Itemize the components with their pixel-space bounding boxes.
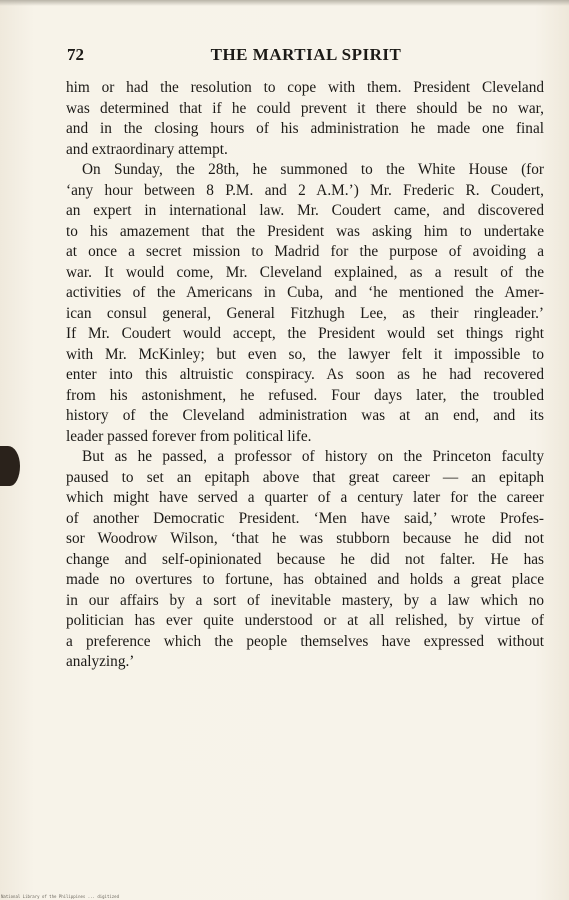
text-line: enter into this altruistic conspiracy. As soon as he had recovered	[66, 366, 544, 383]
text-line: him or had the resolution to cope with them. President Cleveland	[66, 79, 544, 96]
paragraph-start-line: But as he passed, a professor of history on the Princeton faculty	[82, 448, 544, 465]
paragraph-start-line: On Sunday, the 28th, he summoned to the White House (for	[82, 161, 544, 178]
text-line: history of the Cleveland administration was at an end, and its	[66, 407, 544, 424]
text-line: and in the closing hours of his administration he made one final	[66, 120, 544, 137]
text-line: in our affairs by a sort of inevitable mastery, by a law which no	[66, 591, 544, 609]
text-line: of another Democratic President. ‘Men have said,’ wrote Profes-	[66, 509, 544, 527]
text-line: ican consul general, General Fitzhugh Lee, as their ringleader.’	[66, 304, 544, 322]
text-line: analyzing.’	[66, 653, 135, 670]
margin-ink-blot	[0, 446, 20, 486]
text-line: change and self-opinionated because he did not falter. He has	[66, 550, 544, 568]
text-line: activities of the Americans in Cuba, and ‘he mentioned the Amer-	[66, 284, 544, 301]
text-line: paused to set an epitaph above that great career — an epitaph	[66, 468, 544, 486]
text-line: from his astonishment, he refused. Four days later, the troubled	[66, 386, 544, 404]
text-line: and extraordinary attempt.	[66, 140, 228, 158]
text-line: sor Woodrow Wilson, ‘that he was stubborn because he did not	[66, 530, 544, 547]
body-text	[66, 78, 544, 673]
text-line: at once a secret mission to Madrid for the purpose of avoiding a	[66, 243, 544, 260]
running-head: THE MARTIAL SPIRIT	[210, 45, 402, 64]
page-edge-shadow	[0, 0, 569, 6]
text-line: an expert in international law. Mr. Coudert came, and discovered	[66, 202, 544, 219]
text-line: a preference which the people themselves have expressed without	[66, 632, 544, 650]
text-line: with Mr. McKinley; but even so, the lawyer felt it impossible to	[66, 345, 544, 363]
text-line: war. It would come, Mr. Cleveland explained, as a result of the	[66, 263, 544, 281]
digitization-stamp: National Library of the Philippines ... digitized	[1, 894, 120, 899]
page-number: 72	[67, 45, 84, 64]
text-line: which might have served a quarter of a century later for the career	[66, 489, 544, 506]
text-line: made no overtures to fortune, has obtained and holds a great place	[66, 571, 544, 588]
text-line: politician has ever quite understood or at all relished, by virtue of	[66, 612, 544, 629]
text-line: ‘any hour between 8 P.M. and 2 A.M.’) Mr. Frederic R. Coudert,	[66, 181, 544, 199]
text-line: to his amazement that the President was asking him to undertake	[66, 222, 544, 240]
page-header	[67, 45, 545, 69]
text-line: was determined that if he could prevent it there should be no war,	[66, 99, 544, 117]
text-line: If Mr. Coudert would accept, the President would set things right	[66, 325, 544, 342]
text-line: leader passed forever from political life.	[66, 427, 312, 445]
